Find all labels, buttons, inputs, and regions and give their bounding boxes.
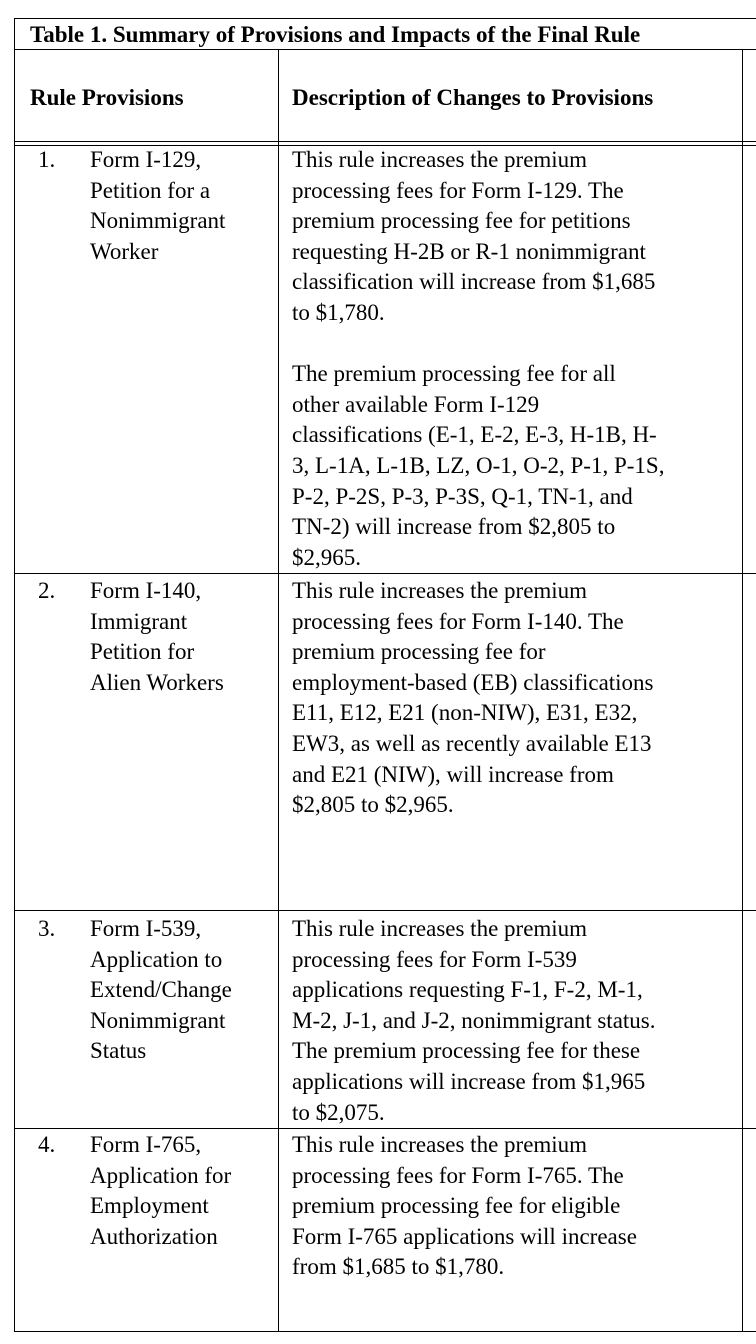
description-cell (292, 914, 742, 1128)
title-divider (14, 49, 756, 50)
description-line: to $1,780. (292, 299, 385, 325)
description-line: EW3, as well as recently available E13 (292, 730, 652, 756)
provision-cell (90, 1130, 275, 1252)
column-divider-right (742, 50, 743, 1332)
row-number: 4. (38, 1132, 56, 1157)
provision-cell (90, 145, 275, 267)
row-number: 3. (38, 916, 56, 941)
description-line: This rule increases the premium (292, 578, 588, 603)
table-border-bottom (14, 1331, 756, 1332)
description-line: classifications (E-1, E-2, E-3, H-1B, H- (292, 422, 657, 448)
provision-line: Immigrant (90, 608, 188, 634)
description-cell (292, 1130, 742, 1283)
description-line: processing fees for Form I-129. The (292, 177, 624, 203)
provision-line: Form I-765, (90, 1132, 202, 1157)
provision-line: Nonimmigrant (90, 208, 226, 234)
description-line: premium processing fee for eligible (292, 1193, 621, 1219)
description-line: $2,965. (292, 544, 361, 570)
description-line: premium processing fee for petitions (292, 208, 631, 234)
provision-line: Application to (90, 946, 223, 972)
header-divider (14, 141, 756, 142)
provision-line: Authorization (90, 1223, 218, 1249)
description-line: other available Form I-129 (292, 391, 540, 417)
description-line: This rule increases the premium (292, 916, 588, 941)
description-line: P-2, P-2S, P-3, P-3S, Q-1, TN-1, and (292, 483, 633, 509)
description-line: processing fees for Form I-140. The (292, 608, 624, 634)
description-line: and E21 (NIW), will increase from (292, 761, 614, 787)
description-line: requesting H-2B or R-1 nonimmigrant (292, 238, 646, 264)
row-number: 2. (38, 578, 56, 603)
description-line: Form I-765 applications will increase (292, 1223, 637, 1249)
provision-line: Petition for a (90, 177, 211, 203)
description-line: applications will increase from $1,965 (292, 1068, 646, 1094)
provision-line: Extend/Change (90, 977, 232, 1003)
provision-cell (90, 576, 275, 698)
description-line: The premium processing fee for all (292, 361, 616, 387)
paragraph-gap (292, 329, 742, 360)
description-line: 3, L-1A, L-1B, LZ, O-1, O-2, P-1, P-1S, (292, 452, 665, 478)
provision-line: Alien Workers (90, 669, 224, 695)
description-line: $2,805 to $2,965. (292, 792, 454, 818)
description-cell (292, 145, 742, 573)
description-line: processing fees for Form I-539 (292, 946, 577, 972)
header-rule-provisions: Rule Provisions (30, 85, 184, 110)
description-line: to $2,075. (292, 1099, 385, 1125)
description-line: This rule increases the premium (292, 147, 588, 172)
description-line: TN-2) will increase from $2,805 to (292, 514, 616, 540)
description-line: applications requesting F-1, F-2, M-1, (292, 977, 643, 1003)
description-line: from $1,685 to $1,780. (292, 1254, 505, 1280)
description-line: This rule increases the premium (292, 1132, 588, 1157)
row-number: 1. (38, 147, 56, 172)
provision-line: Petition for (90, 639, 195, 665)
provision-line: Form I-129, (90, 147, 202, 172)
table-border-top (14, 18, 756, 19)
description-line: E11, E12, E21 (non-NIW), E31, E32, (292, 700, 638, 726)
row-divider-2 (14, 910, 756, 911)
provision-line: Form I-140, (90, 578, 202, 603)
provision-line: Nonimmigrant (90, 1007, 226, 1033)
description-line: The premium processing fee for these (292, 1038, 641, 1064)
provision-line: Form I-539, (90, 916, 202, 941)
description-line: premium processing fee for (292, 639, 546, 665)
provision-cell (90, 914, 275, 1067)
column-divider (278, 50, 279, 1332)
description-line: processing fees for Form I-765. The (292, 1162, 624, 1188)
table-title: Table 1. Summary of Provisions and Impacts of the Final Rule (30, 22, 641, 47)
description-cell (292, 576, 742, 821)
provision-line: Application for (90, 1162, 232, 1188)
table-border-left (14, 18, 15, 1332)
provision-line: Worker (90, 238, 159, 264)
description-line: classification will increase from $1,685 (292, 269, 656, 295)
provision-line: Employment (90, 1193, 209, 1219)
provision-line: Status (90, 1038, 147, 1064)
header-description: Description of Changes to Provisions (292, 85, 654, 110)
description-line: employment-based (EB) classifications (292, 669, 654, 695)
description-line: M-2, J-1, and J-2, nonimmigrant status. (292, 1007, 656, 1033)
